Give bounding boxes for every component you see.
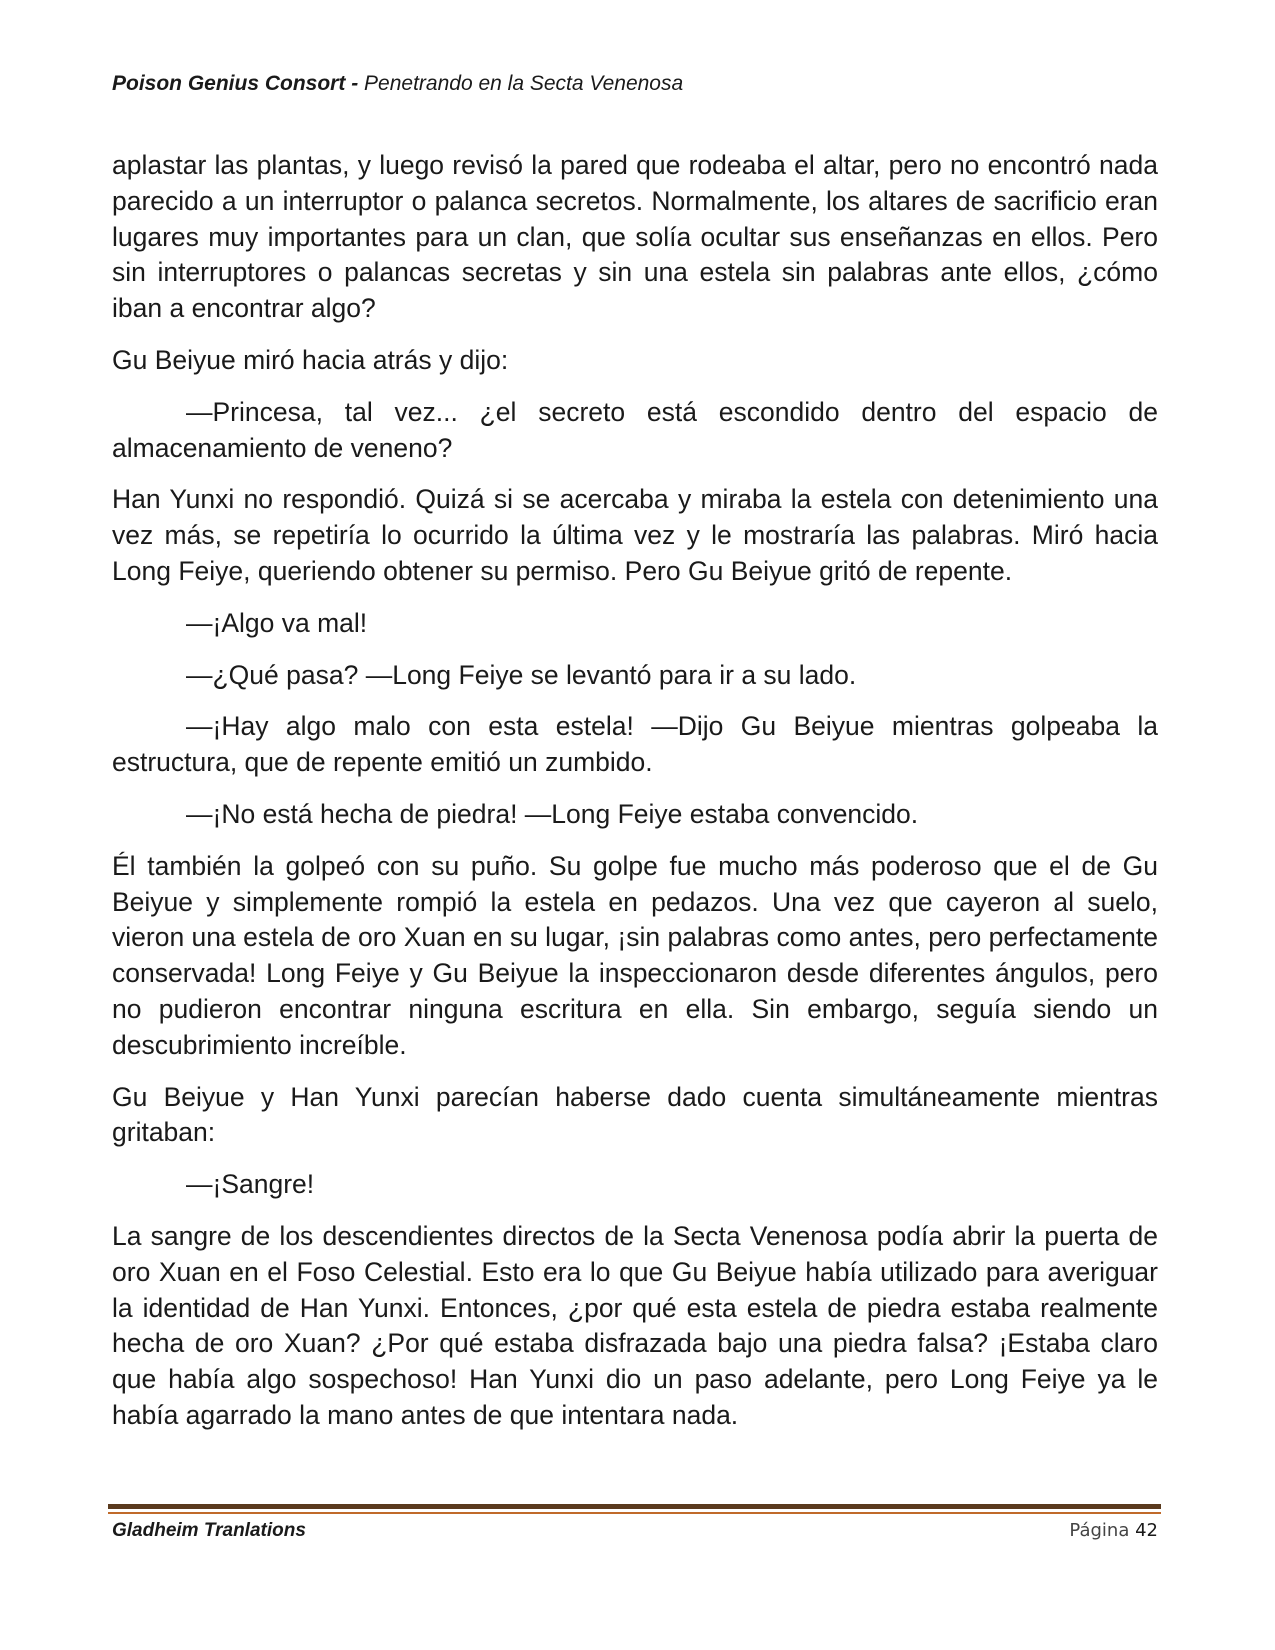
header-separator: - xyxy=(345,72,365,95)
chapter-title: Penetrando en la Secta Venenosa xyxy=(364,72,684,95)
running-header xyxy=(112,72,683,96)
dialog-paragraph: —¡Hay algo malo con esta estela! —Dijo Gu Beiyue mientras golpeaba la estructura, que de repente emitió un zumbido. xyxy=(112,711,1158,778)
dialog-paragraph: —Princesa, tal vez... ¿el secreto está escondido dentro del espacio de almacenamiento de veneno? xyxy=(112,396,1158,463)
footer-rule-thick xyxy=(108,1504,1161,1509)
page-label: Página xyxy=(1069,1520,1130,1541)
page-number: 42 xyxy=(1135,1520,1158,1541)
paragraph: Gu Beiyue y Han Yunxi parecían haberse dado cuenta simultáneamente mientras gritaban: xyxy=(112,1081,1158,1148)
paragraph: La sangre de los descendientes directos de la Secta Venenosa podía abrir la puerta de oro Xuan en el Foso Celestial. Esto era lo que Gu Beiyue había utilizado para averiguar la identidad de Han Yunxi. Entonces, ¿por qué esta estela de piedra estaba realmente hecha de oro Xuan? ¿Por qué estaba disfrazada bajo una piedra falsa? ¡Estaba claro que había algo sospechoso! Han Yunxi dio un paso adelante, pero Long Feiye ya le había agarrado la mano antes de que intentara nada. xyxy=(112,1220,1158,1430)
dialog-paragraph: —¡Sangre! xyxy=(186,1169,315,1200)
dialog-paragraph: —¿Qué pasa? —Long Feiye se levantó para ir a su lado. xyxy=(186,659,857,690)
dialog-paragraph: —¡No está hecha de piedra! —Long Feiye estaba convencido. xyxy=(186,798,919,829)
paragraph: Gu Beiyue miró hacia atrás y dijo: xyxy=(112,344,509,375)
page-body xyxy=(112,148,1158,1450)
dialog-paragraph: —¡Algo va mal! xyxy=(186,607,368,638)
paragraph: Han Yunxi no respondió. Quizá si se acercaba y miraba la estela con detenimiento una vez más, se repetiría lo ocurrido la última vez y le mostraría las palabras. Miró hacia Long Feiye, queriendo obtener su permiso. Pero Gu Beiyue gritó de repente. xyxy=(112,484,1158,586)
paragraph: aplastar las plantas, y luego revisó la pared que rodeaba el altar, pero no encontró nada parecido a un interruptor o palanca secretos. Normalmente, los altares de sacrificio eran lugares muy importantes para un clan, que solía ocultar sus enseñanzas en ellos. Pero sin interruptores o palancas secretas y sin una estela sin palabras ante ellos, ¿cómo iban a encontrar algo? xyxy=(112,150,1158,324)
translator-credit: Gladheim Tranlations xyxy=(112,1520,306,1541)
book-title: Poison Genius Consort xyxy=(112,72,346,95)
paragraph: Él también la golpeó con su puño. Su golpe fue mucho más poderoso que el de Gu Beiyue y simplemente rompió la estela en pedazos. Una vez que cayeron al suelo, vieron una estela de oro Xuan en su lugar, ¡sin palabras como antes, pero perfectamente conservada! Long Feiye y Gu Beiyue la inspeccionaron desde diferentes ángulos, pero no pudieron encontrar ninguna escritura en ella. Sin embargo, seguía siendo un descubrimiento increíble. xyxy=(112,850,1158,1060)
footer-rule-thin xyxy=(108,1512,1161,1514)
page-number-label xyxy=(1069,1520,1158,1541)
